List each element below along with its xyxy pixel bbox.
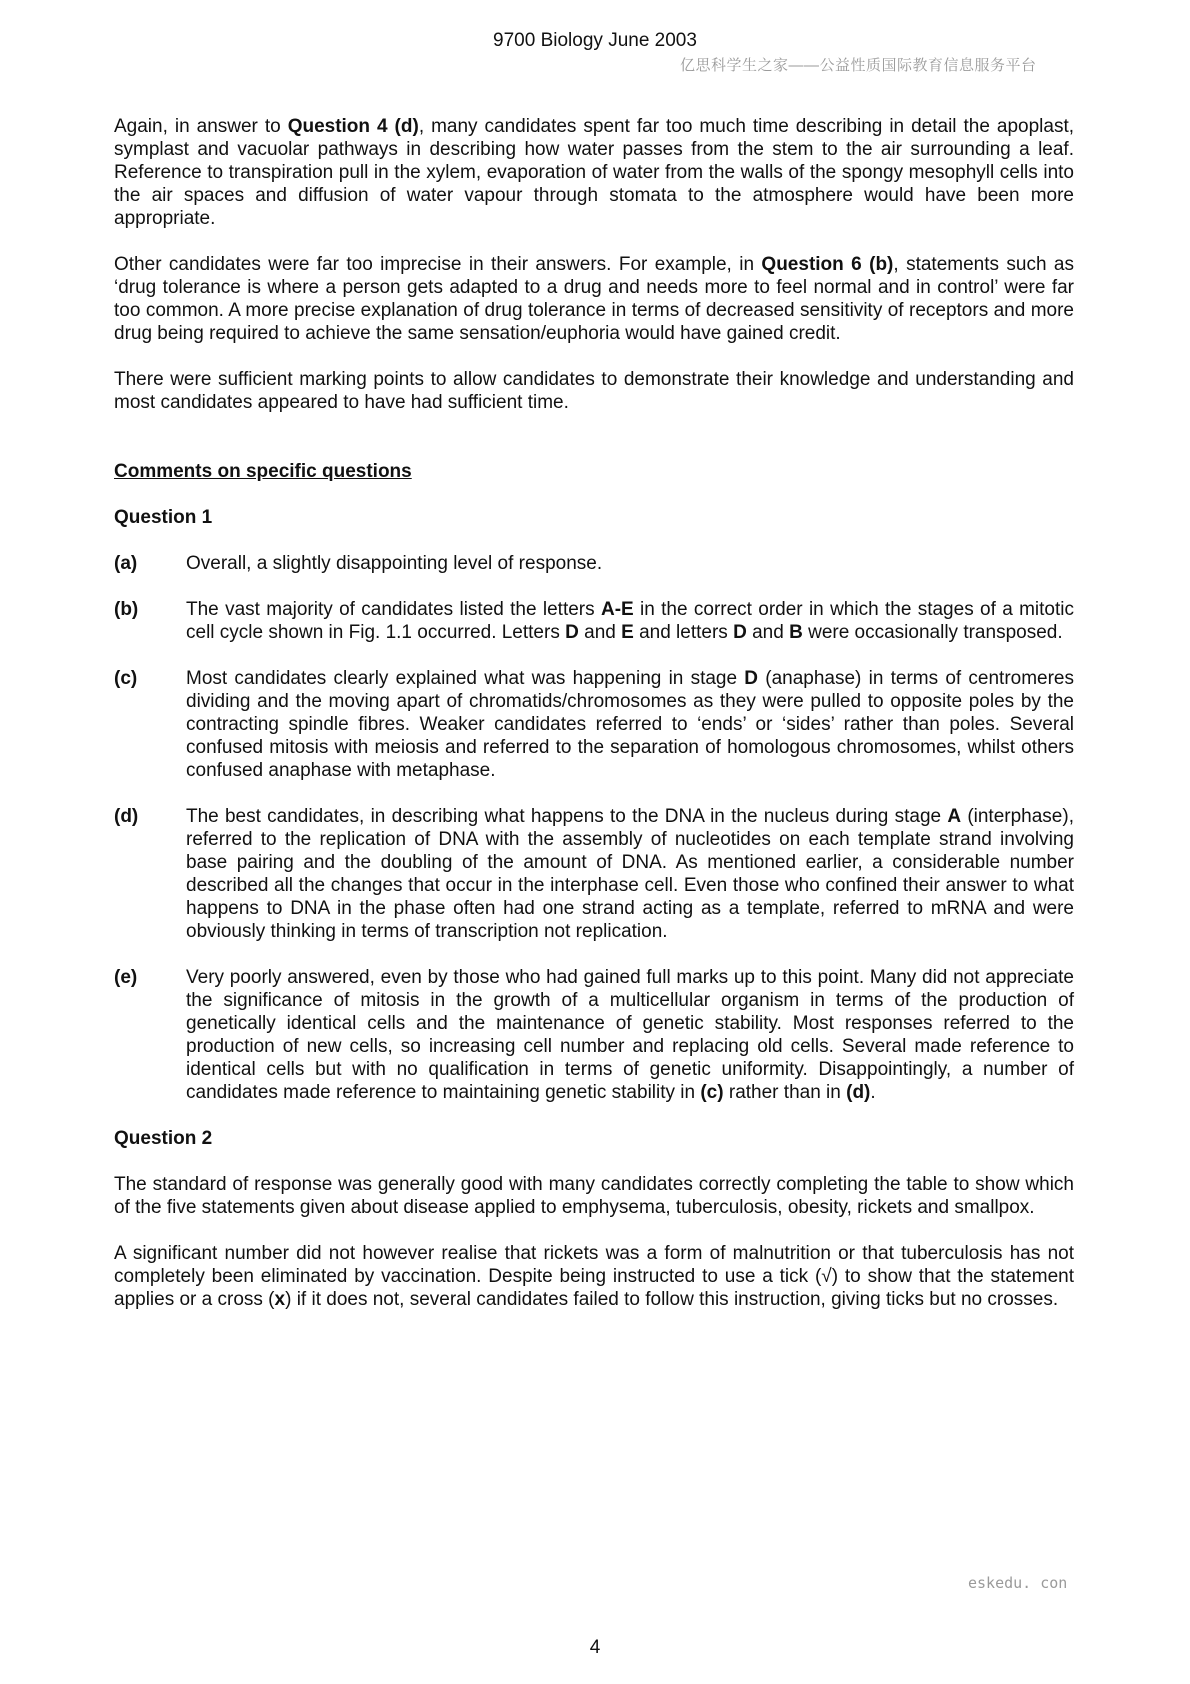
bold-run: A-E <box>600 599 634 620</box>
text-run: A significant number did not however realise that rickets was a form of malnutrition or that tuberculosis has not completely been eliminated by vaccination. Despite being instructed to use a tick (√) to show that the statement applies or a cross ( <box>114 1243 1074 1310</box>
page-header-title: 9700 Biology June 2003 <box>493 30 697 51</box>
item-label: (e) <box>114 967 138 988</box>
bold-run: E <box>621 622 634 643</box>
item-text <box>186 667 1074 782</box>
question-1e <box>114 966 1074 1104</box>
item-label: (d) <box>114 806 139 827</box>
text-run: The vast majority of candidates listed the letters <box>186 599 601 620</box>
question-1a <box>114 552 1074 575</box>
question-1b <box>114 598 1074 644</box>
question-1-heading: Question 1 <box>114 507 213 528</box>
paragraph-text: , statements such as ‘drug tolerance is where a person gets adapted to a drug and needs more to feel normal and in control’ were far too common. A more precise explanation of drug tolerance in terms of decreased sensitivity of receptors and more drug being required to achieve the same sensation/euphoria would have gained credit. <box>114 254 1074 344</box>
question-1c <box>114 667 1074 782</box>
item-label: (a) <box>114 553 138 574</box>
paragraph-marking-points: There were sufficient marking points to allow candidates to demonstrate their knowledge and understanding and most candidates appeared to have had sufficient time. <box>114 369 1074 413</box>
item-text <box>186 966 1074 1104</box>
text-run: The best candidates, in describing what happens to the DNA in the nucleus during stage <box>186 806 948 827</box>
bold-run: B <box>789 622 803 643</box>
item-label: (b) <box>114 599 139 620</box>
text-run: rather than in <box>723 1082 847 1103</box>
paragraph-text: Other candidates were far too imprecise in their answers. For example, in <box>114 254 762 275</box>
bold-run: (c) <box>700 1082 724 1103</box>
bold-run: D <box>744 668 759 689</box>
paragraph-question-4d <box>114 115 1074 230</box>
question-2-heading: Question 2 <box>114 1128 213 1149</box>
paragraph-text: Again, in answer to <box>114 116 288 137</box>
item-text: Overall, a slightly disappointing level of response. <box>186 553 603 574</box>
bold-run: (d) <box>846 1082 871 1103</box>
paragraph-question-6b <box>114 253 1074 345</box>
text-run: and <box>578 622 622 643</box>
text-run: Very poorly answered, even by those who had gained full marks up to this point. Many did not appreciate the significance of mitosis in the growth of a multicellular organism in terms of the production of genetically identical cells and the maintenance of genetic stability. Most responses referred to the production of new cells, so increasing cell number and replacing old cells. Several made reference to identical cells but with no qualification in terms of genetic uniformity. Disappointingly, a number of candidates made reference to maintaining genetic stability in <box>186 967 1074 1103</box>
text-run: and letters <box>633 622 734 643</box>
bold-run: x <box>274 1289 286 1310</box>
item-label: (c) <box>114 668 138 689</box>
question-reference: Question 6 (b) <box>761 254 894 275</box>
question-2-paragraph: The standard of response was generally good with many candidates correctly completing the table to show which of the five statements given about disease applied to emphysema, tuberculosis, obesity, rickets and smallpox. <box>114 1174 1074 1218</box>
text-run: in the correct order in which the stages of a mitotic cell cycle shown in Fig. 1.1 occurred. Letters <box>186 599 1074 643</box>
paragraph-text: , many candidates spent far too much time describing in detail the apoplast, symplast and vacuolar pathways in describing how water passes from the stem to the air surrounding a leaf. Reference to transpiration pull in the xylem, evaporation of water from the walls of the spongy mesophyll cells into the air spaces and diffusion of water vapour through stomata to the atmosphere would have been more appropriate. <box>114 116 1075 229</box>
text-run: (interphase), referred to the replication of DNA with the assembly of nucleotides on each template strand involving base pairing and the doubling of the amount of DNA. As mentioned earlier, a considerable number described all the changes that occur in the interphase cell. Even those who confined their answer to what happens to DNA in the phase often had one strand acting as a template, referred to mRNA and were obviously thinking in terms of transcription not replication. <box>186 806 1074 942</box>
text-run: were occasionally transposed. <box>802 622 1063 643</box>
question-2-paragraph <box>114 1242 1074 1311</box>
item-text <box>186 598 1074 644</box>
text-run: Most candidates clearly explained what was happening in stage <box>186 668 745 689</box>
section-heading: Comments on specific questions <box>114 461 412 482</box>
item-text <box>186 805 1074 943</box>
header-watermark: 亿思科学生之家——公益性质国际教育信息服务平台 <box>680 57 1037 74</box>
text-run: (anaphase) in terms of centromeres dividing and the moving apart of chromatids/chromosomes as they were pulled to opposite poles by the contracting spindle fibres. Weaker candidates referred to ‘ends’ or ‘sides’ rather than poles. Several confused mitosis with meiosis and referred to the separation of homologous chromosomes, whilst others confused anaphase with metaphase. <box>186 668 1075 781</box>
question-reference: Question 4 (d) <box>287 116 419 137</box>
page-number: 4 <box>589 1637 601 1658</box>
text-run: and <box>746 622 790 643</box>
document-body <box>114 115 1074 1334</box>
bold-run: A <box>947 806 962 827</box>
footer-watermark: eskedu. con <box>968 1574 1068 1592</box>
text-run: ) if it does not, several candidates failed to follow this instruction, giving ticks but no crosses. <box>285 1289 1059 1310</box>
question-1d <box>114 805 1074 943</box>
bold-run: D <box>733 622 747 643</box>
bold-run: D <box>565 622 579 643</box>
text-run: . <box>870 1082 876 1103</box>
